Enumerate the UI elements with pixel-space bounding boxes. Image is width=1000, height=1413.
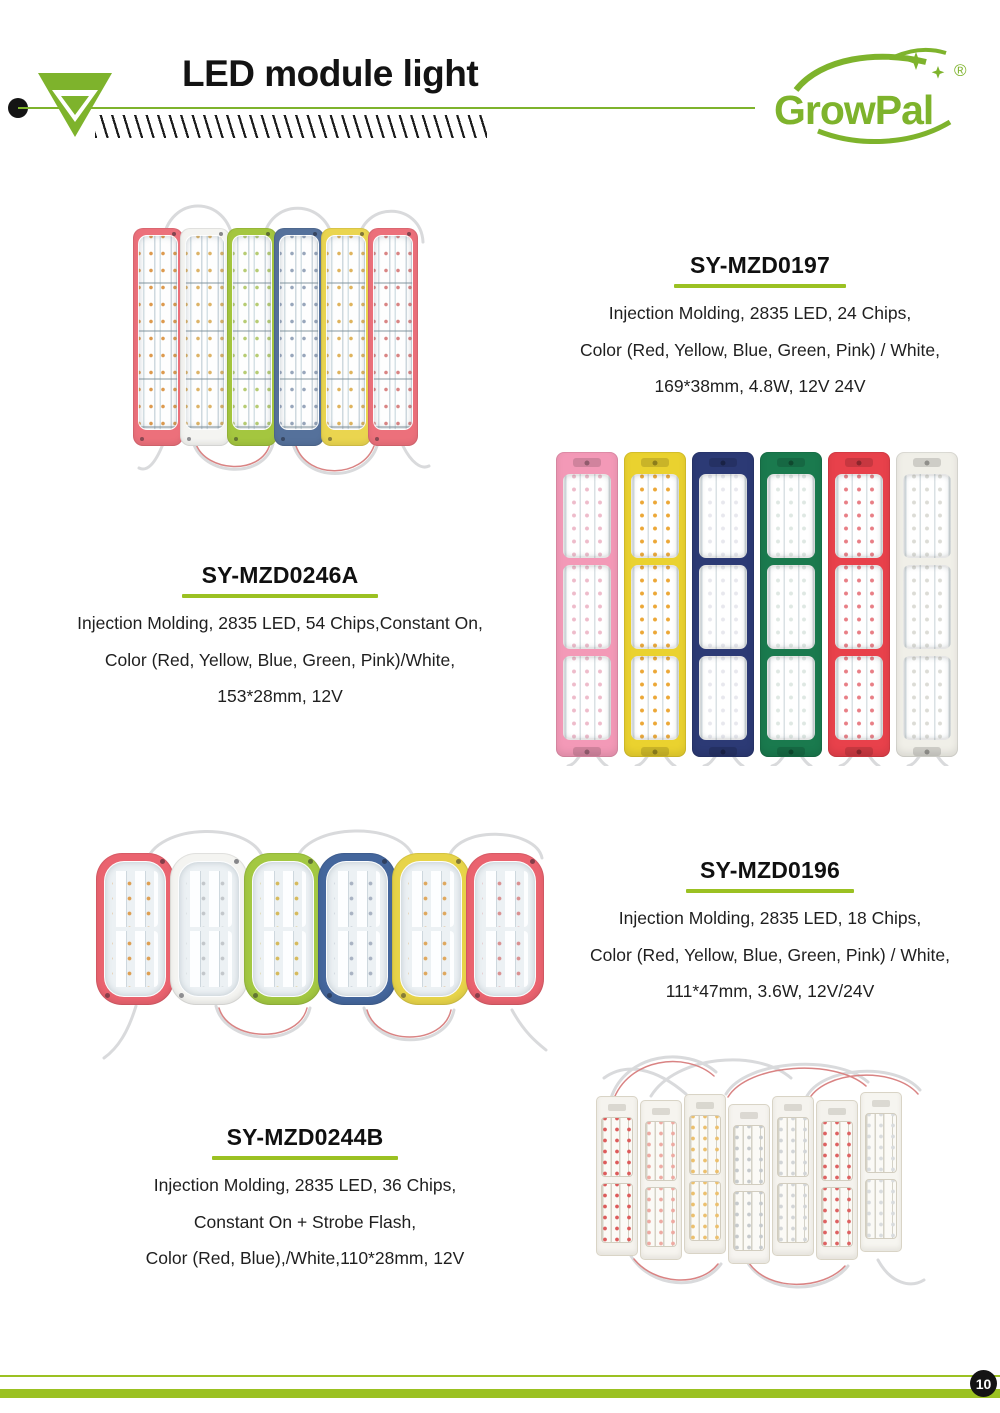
led-module: [772, 1096, 814, 1256]
model-underline: [212, 1156, 398, 1160]
led-strip-group: [186, 871, 232, 927]
product-spec: 153*28mm, 12V: [217, 686, 343, 706]
product-spec: Injection Molding, 2835 LED, 54 Chips,Constant On,: [77, 613, 483, 633]
led-window: [865, 1179, 897, 1239]
led-window: [767, 656, 815, 740]
led-module: [684, 1094, 726, 1254]
led-window: [835, 656, 883, 740]
mount-tab: [709, 747, 737, 756]
product-image-sy-mzd0197: [133, 192, 433, 484]
led-module: [170, 853, 248, 1005]
mount-tab: [845, 747, 873, 756]
led-strip-module: [556, 452, 618, 757]
product-image-sy-mzd0246a: [556, 448, 966, 766]
led-strip-group: [112, 931, 158, 987]
product-image-sy-mzd0196: [96, 820, 548, 1070]
product-spec: Constant On + Strobe Flash,: [193, 1211, 417, 1232]
led-window: [689, 1181, 721, 1241]
led-window: [835, 474, 883, 558]
mount-tab: [828, 1108, 846, 1115]
led-module-window: [400, 861, 462, 997]
led-window: [865, 1113, 897, 1173]
led-strip-group: [482, 871, 528, 927]
logo-swoosh-trail: [894, 50, 946, 57]
led-window: [631, 474, 679, 558]
led-strip-module: [896, 452, 958, 757]
led-window: [631, 656, 679, 740]
led-window: [777, 1117, 809, 1177]
led-window: [563, 474, 611, 558]
led-strip-module: [828, 452, 890, 757]
model-underline: [686, 889, 854, 893]
mount-tab: [641, 747, 669, 756]
led-window: [699, 474, 747, 558]
led-window: [903, 474, 951, 558]
led-strip-group: [186, 931, 232, 987]
product-info-sy-mzd0197: [545, 252, 975, 405]
led-window: [645, 1121, 677, 1181]
registered-mark: ®: [954, 61, 967, 80]
mount-tab: [913, 458, 941, 467]
led-module-window: [185, 235, 225, 430]
product-info-sy-mzd0196: [550, 857, 990, 1010]
led-module-window: [279, 235, 319, 430]
led-window: [563, 565, 611, 649]
led-window: [767, 565, 815, 649]
led-window: [821, 1121, 853, 1181]
led-strip-group: [112, 871, 158, 927]
led-module: [133, 228, 183, 446]
led-module-window: [178, 861, 240, 997]
product-spec: Injection Molding, 2835 LED, 18 Chips,: [618, 908, 922, 928]
led-module-window: [232, 235, 272, 430]
product-model: SY-MZD0244B: [226, 1124, 384, 1150]
product-spec: Color (Red, Yellow, Blue, Green, Pink) / White,: [590, 944, 950, 965]
mount-tab: [845, 458, 873, 467]
mount-tab: [784, 1104, 802, 1111]
led-module: [860, 1092, 902, 1252]
led-module: [318, 853, 396, 1005]
led-window: [689, 1115, 721, 1175]
led-strip-group: [334, 931, 380, 987]
footer-thin-rule: [0, 1375, 1000, 1377]
led-strip-group: [408, 871, 454, 927]
led-module: [227, 228, 277, 446]
led-strip-group: [334, 871, 380, 927]
led-window: [645, 1187, 677, 1247]
page-title: LED module light: [182, 53, 479, 94]
led-module-window: [138, 235, 178, 430]
product-model: SY-MZD0196: [699, 857, 841, 883]
led-module: [466, 853, 544, 1005]
led-module: [321, 228, 371, 446]
mount-tab: [573, 458, 601, 467]
led-module: [640, 1100, 682, 1260]
led-module: [96, 853, 174, 1005]
product-model: SY-MZD0246A: [201, 562, 359, 588]
led-window: [821, 1187, 853, 1247]
page-number: 10: [975, 1375, 992, 1392]
led-module-window: [104, 861, 166, 997]
led-window: [767, 474, 815, 558]
led-window: [733, 1191, 765, 1251]
product-spec: Injection Molding, 2835 LED, 24 Chips,: [608, 303, 912, 323]
led-module: [596, 1096, 638, 1256]
mount-tab: [652, 1108, 670, 1115]
led-window: [903, 656, 951, 740]
led-strip-module: [760, 452, 822, 757]
led-module: [728, 1104, 770, 1264]
sparkle-icon: [932, 66, 945, 79]
led-strip-group: [408, 931, 454, 987]
mount-tab: [608, 1104, 626, 1111]
model-underline: [674, 284, 846, 288]
product-spec: Color (Red, Yellow, Blue, Green, Pink)/White,: [104, 649, 456, 670]
model-underline: [182, 594, 378, 598]
led-window: [631, 565, 679, 649]
product-info-sy-mzd0244b: [85, 1124, 525, 1277]
brand-name-text: GrowPal: [774, 87, 934, 133]
led-module: [392, 853, 470, 1005]
product-image-sy-mzd0244b: [596, 1038, 926, 1300]
mount-tab: [709, 458, 737, 467]
mount-tab: [777, 458, 805, 467]
led-strip-group: [482, 931, 528, 987]
mount-tab: [913, 747, 941, 756]
led-window: [601, 1183, 633, 1243]
led-module: [816, 1100, 858, 1260]
led-window: [699, 565, 747, 649]
mount-tab: [740, 1112, 758, 1119]
mount-tab: [573, 747, 601, 756]
led-strip-group: [260, 931, 306, 987]
led-window: [601, 1117, 633, 1177]
led-window: [699, 656, 747, 740]
led-module: [244, 853, 322, 1005]
product-spec: Color (Red, Yellow, Blue, Green, Pink) / White,: [580, 339, 940, 360]
product-info-sy-mzd0246a: [40, 562, 520, 715]
led-module-window: [326, 235, 366, 430]
footer-thick-rule: [0, 1389, 1000, 1398]
growpal-logo: [766, 46, 976, 144]
led-window: [733, 1125, 765, 1185]
led-window: [777, 1183, 809, 1243]
led-strip-module: [692, 452, 754, 757]
logo-swoosh-top: [796, 57, 926, 90]
mount-tab: [641, 458, 669, 467]
product-model: SY-MZD0197: [689, 252, 831, 278]
led-module: [368, 228, 418, 446]
product-spec: 169*38mm, 4.8W, 12V 24V: [654, 376, 866, 396]
product-spec: Color (Red, Blue),/White,110*28mm, 12V: [145, 1248, 465, 1268]
sparkle-icon: [907, 52, 925, 70]
led-module: [274, 228, 324, 446]
led-module-window: [252, 861, 314, 997]
led-strip-group: [260, 871, 306, 927]
led-strip-module: [624, 452, 686, 757]
page-number-badge: [970, 1370, 997, 1397]
mount-tab: [872, 1100, 890, 1107]
product-spec: Injection Molding, 2835 LED, 36 Chips,: [153, 1175, 457, 1195]
product-spec: 111*47mm, 3.6W, 12V/24V: [665, 981, 875, 1001]
mount-tab: [777, 747, 805, 756]
mount-tab: [696, 1102, 714, 1109]
hatch-pattern: [95, 115, 487, 138]
led-module-window: [474, 861, 536, 997]
led-module-window: [373, 235, 413, 430]
led-module-window: [326, 861, 388, 997]
led-window: [563, 656, 611, 740]
led-window: [835, 565, 883, 649]
led-window: [903, 565, 951, 649]
led-module: [180, 228, 230, 446]
